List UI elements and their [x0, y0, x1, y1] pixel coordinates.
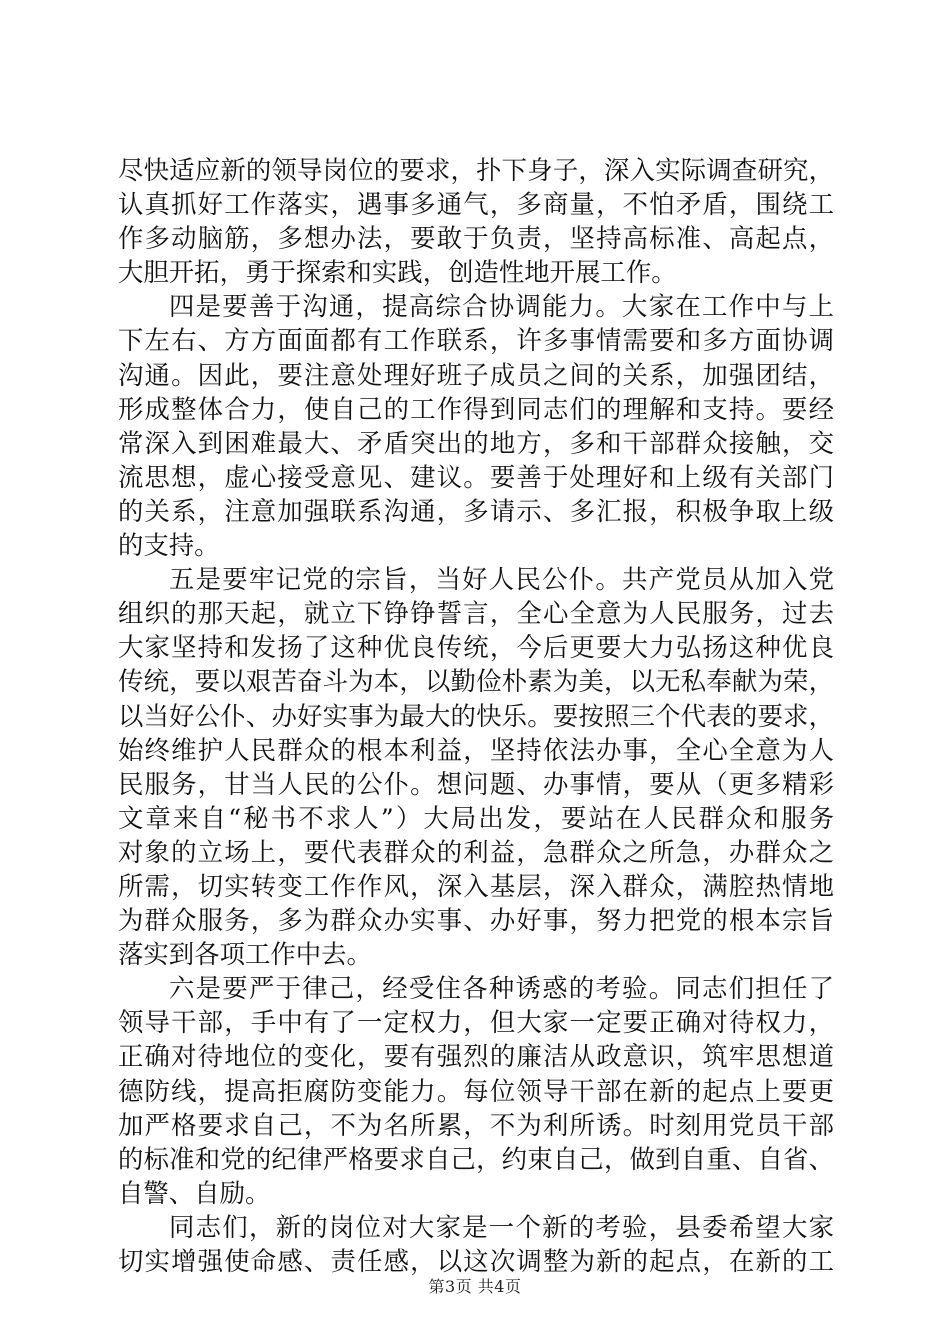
text-line: 所需，切实转变工作作风，深入基层，深入群众，满腔热情地 [118, 870, 834, 901]
text-line: 尽快适应新的领导岗位的要求，扑下身子，深入实际调查研究， [118, 155, 834, 185]
text-line: 形成整体合力，使自己的工作得到同志们的理解和支持。要经 [118, 393, 834, 424]
text-line: 加严格要求自己，不为名所累，不为利所诱。时刻用党员干部 [118, 1109, 834, 1140]
text-line: 流思想，虚心接受意见、建议。要善于处理好和上级有关部门 [118, 461, 834, 492]
text-line: 组织的那天起，就立下铮铮誓言，全心全意为人民服务，过去 [118, 598, 834, 629]
text-line: 的支持。 [118, 530, 220, 561]
text-line: 德防线，提高拒腐防变能力。每位领导干部在新的起点上要更 [118, 1075, 834, 1106]
text-line: 的关系，注意加强联系沟通，多请示、多汇报，积极争取上级 [118, 495, 834, 526]
text-line: 常深入到困难最大、矛盾突出的地方，多和干部群众接触，交 [118, 427, 834, 458]
text-line: 正确对待地位的变化，要有强烈的廉洁从政意识，筑牢思想道 [118, 1041, 834, 1072]
text-line: 六是要严于律己，经受住各种诱惑的考验。同志们担任了 [169, 973, 834, 1004]
text-line: 传统，要以艰苦奋斗为本，以勤俭朴素为美，以无私奉献为荣， [118, 666, 834, 697]
text-line: 文章来自“秘书不求人”）大局出发，要站在人民群众和服务 [118, 802, 834, 833]
text-line: 对象的立场上，要代表群众的利益，急群众之所急，办群众之 [118, 836, 834, 867]
text-line: 沟通。因此，要注意处理好班子成员之间的关系，加强团结， [118, 359, 834, 390]
text-line: 大胆开拓，勇于探索和实践，创造性地开展工作。 [118, 257, 677, 288]
text-line: 领导干部，手中有了一定权力，但大家一定要正确对待权力， [118, 1007, 834, 1038]
text-line: 作多动脑筋，多想办法，要敢于负责，坚持高标准、高起点， [118, 223, 834, 254]
text-line: 下左右、方方面面都有工作联系，许多事情需要和多方面协调 [118, 325, 834, 356]
text-line: 落实到各项工作中去。 [118, 939, 372, 970]
document-body [118, 153, 834, 1278]
text-line: 切实增强使命感、责任感，以这次调整为新的起点，在新的工 [118, 1246, 834, 1276]
text-line: 自警、自励。 [118, 1177, 271, 1208]
text-line: 四是要善于沟通，提高综合协调能力。大家在工作中与上 [169, 291, 834, 322]
text-line: 为群众服务，多为群众办实事、办好事，努力把党的根本宗旨 [118, 905, 834, 936]
page-footer: 第3页 共4页 [428, 1277, 522, 1296]
text-line: 认真抓好工作落实，遇事多通气，多商量，不怕矛盾，围绕工 [118, 189, 834, 220]
text-line: 五是要牢记党的宗旨，当好人民公仆。共产党员从加入党 [169, 564, 834, 595]
text-line: 同志们，新的岗位对大家是一个新的考验，县委希望大家 [169, 1211, 834, 1242]
text-line: 以当好公仆、办好实事为最大的快乐。要按照三个代表的要求， [118, 700, 834, 731]
text-line: 始终维护人民群众的根本利益，坚持依法办事，全心全意为人 [118, 734, 834, 765]
text-line: 大家坚持和发扬了这种优良传统，今后更要大力弘扬这种优良 [118, 632, 834, 663]
text-line: 的标准和党的纪律严格要求自己，约束自己，做到自重、自省、 [118, 1143, 834, 1174]
text-line: 民服务，甘当人民的公仆。想问题、办事情，要从（更多精彩 [118, 768, 834, 799]
